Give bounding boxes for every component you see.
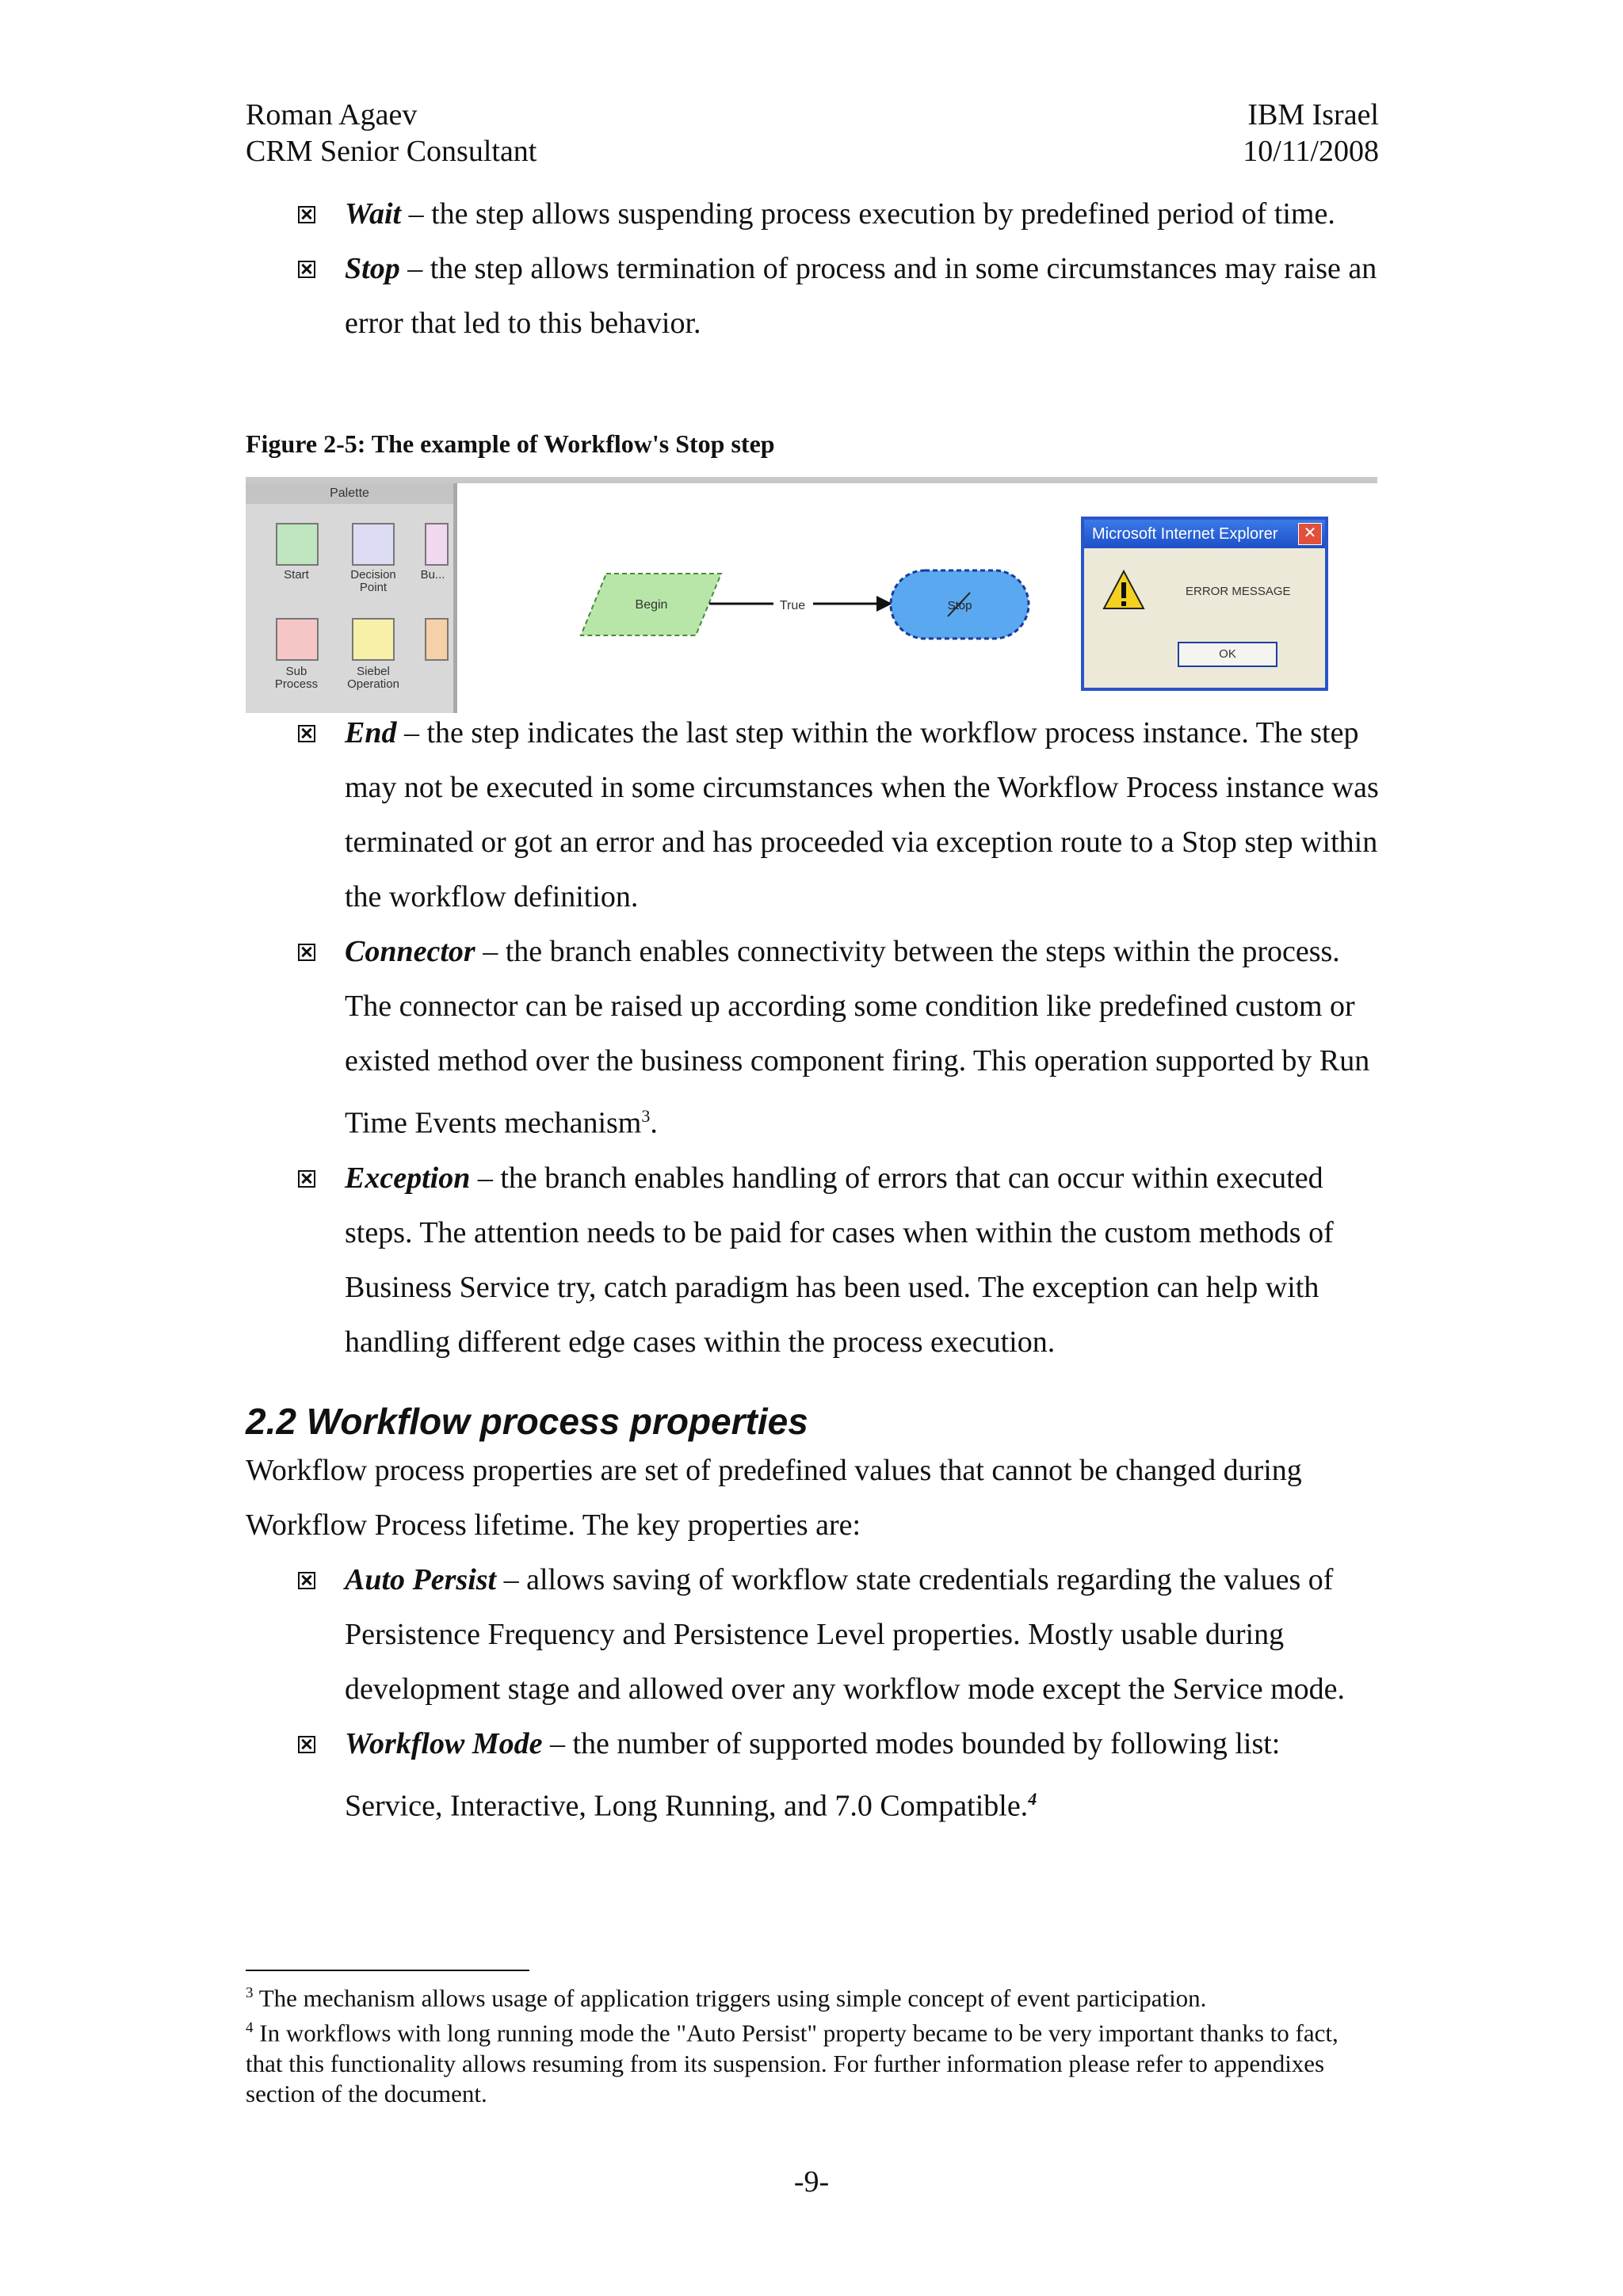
palette-label: Start xyxy=(284,568,309,582)
error-dialog xyxy=(1081,517,1328,691)
footnote-ref: 3 xyxy=(641,1106,651,1126)
checkbox-bullet-icon xyxy=(298,725,315,742)
footnote-4 xyxy=(246,2013,1379,2108)
palette-title: Palette xyxy=(246,483,453,504)
close-icon[interactable]: ✕ xyxy=(1298,523,1322,545)
list-item-exception xyxy=(246,1151,1379,1370)
term: Connector xyxy=(345,935,475,968)
page-number: -9- xyxy=(793,2165,830,2199)
checkbox-bullet-icon xyxy=(298,1736,315,1753)
term-description: – the step allows termination of process and in some circumstances may raise an error that led to this behavior. xyxy=(345,252,1377,340)
list-item-wait xyxy=(246,187,1379,242)
term: Auto Persist xyxy=(345,1563,497,1596)
term-description-tail: . xyxy=(650,1106,658,1140)
checkbox-bullet-icon xyxy=(298,1572,315,1589)
list-item-end xyxy=(246,706,1379,925)
begin-step-label: Begin xyxy=(635,598,668,612)
ok-button[interactable]: OK xyxy=(1178,642,1277,667)
header-role: CRM Senior Consultant xyxy=(246,135,537,168)
term-description: – allows saving of workflow state credentials regarding the values of Persistence Frequency and Persistence Level properties. Mostly usable during development stage and allowed over any workflow mode except the Service mode. xyxy=(345,1563,1346,1706)
bullet-list-top xyxy=(246,187,1379,351)
header-company: IBM Israel xyxy=(1247,98,1379,132)
checkbox-bullet-icon xyxy=(298,206,315,223)
header-author: Roman Agaev xyxy=(246,98,418,132)
header-right xyxy=(1243,97,1379,170)
term: Stop xyxy=(345,252,400,285)
term-description: – the number of supported modes bounded by following list: Service, Interactive, Long Running, and 7.0 Compatible. xyxy=(345,1727,1281,1823)
footnote-separator xyxy=(246,1970,529,1971)
figure-caption: Figure 2-5: The example of Workflow's Stop step xyxy=(246,429,775,458)
dialog-message: ERROR MESSAGE xyxy=(1186,585,1291,598)
footnote-3 xyxy=(246,1978,1379,2013)
figure-screenshot xyxy=(246,477,1377,713)
stop-step-label: Stop xyxy=(947,599,972,612)
palette-label: Sub Process xyxy=(274,665,319,691)
section-heading: 2.2 Workflow process properties xyxy=(246,1401,808,1442)
footnote-text: The mechanism allows usage of application triggers using simple concept of event participation. xyxy=(253,1984,1207,2012)
footnote-text: In workflows with long running mode the "Auto Persist" property became to be very important thanks to fact, that this functionality allows resuming from its suspension. For further information please refer to appendixes section of the document. xyxy=(246,2019,1338,2107)
term: Wait xyxy=(345,197,402,231)
footnote-number: 3 xyxy=(246,1985,254,2001)
list-item-stop xyxy=(246,242,1379,351)
footnote-ref: 4 xyxy=(1028,1789,1037,1809)
list-item-auto-persist xyxy=(246,1553,1379,1717)
header-left xyxy=(246,97,537,170)
checkbox-bullet-icon xyxy=(298,261,315,278)
connector-label: True xyxy=(779,599,806,612)
term: Workflow Mode xyxy=(345,1727,543,1760)
footnote-number: 4 xyxy=(246,2019,254,2037)
term-description: – the step indicates the last step within the workflow process instance. The step may not be executed in some circumstances when the Workflow Process instance was terminated or got an error and has proceeded via exception route to a Stop step within the workflow definition. xyxy=(345,716,1379,913)
footnotes xyxy=(246,1978,1379,2109)
checkbox-bullet-icon xyxy=(298,944,315,961)
dialog-title: Microsoft Internet Explorer xyxy=(1084,520,1325,548)
list-item-workflow-mode xyxy=(246,1717,1379,1834)
header-date: 10/11/2008 xyxy=(1243,135,1379,168)
palette-label: Bu... xyxy=(420,568,445,582)
bullet-list-properties xyxy=(246,1553,1379,1834)
section-intro: Workflow process properties are set of predefined values that cannot be changed during Workflow Process lifetime. The key properties are: xyxy=(246,1454,1302,1542)
term-description: – the branch enables handling of errors that can occur within executed steps. The attention needs to be paid for cases when within the custom methods of Business Service try, catch paradigm has been used. The exception can help with handling different edge cases within the process execution. xyxy=(345,1161,1334,1359)
palette-label: Decision Point xyxy=(350,568,396,594)
term-description: – the branch enables connectivity between the steps within the process. The connector can be raised up according some condition like predefined custom or existed method over the business component firing. This operation supported by Run Time Events mechanism xyxy=(345,935,1370,1140)
warning-icon xyxy=(1102,569,1146,612)
list-item-connector xyxy=(246,925,1379,1151)
term-description: – the step allows suspending process execution by predefined period of time. xyxy=(401,197,1335,231)
palette-label: Siebel Operation xyxy=(347,665,399,691)
term: Exception xyxy=(345,1161,471,1195)
checkbox-bullet-icon xyxy=(298,1170,315,1188)
term: End xyxy=(345,716,397,749)
bullet-list-middle xyxy=(246,706,1379,1370)
